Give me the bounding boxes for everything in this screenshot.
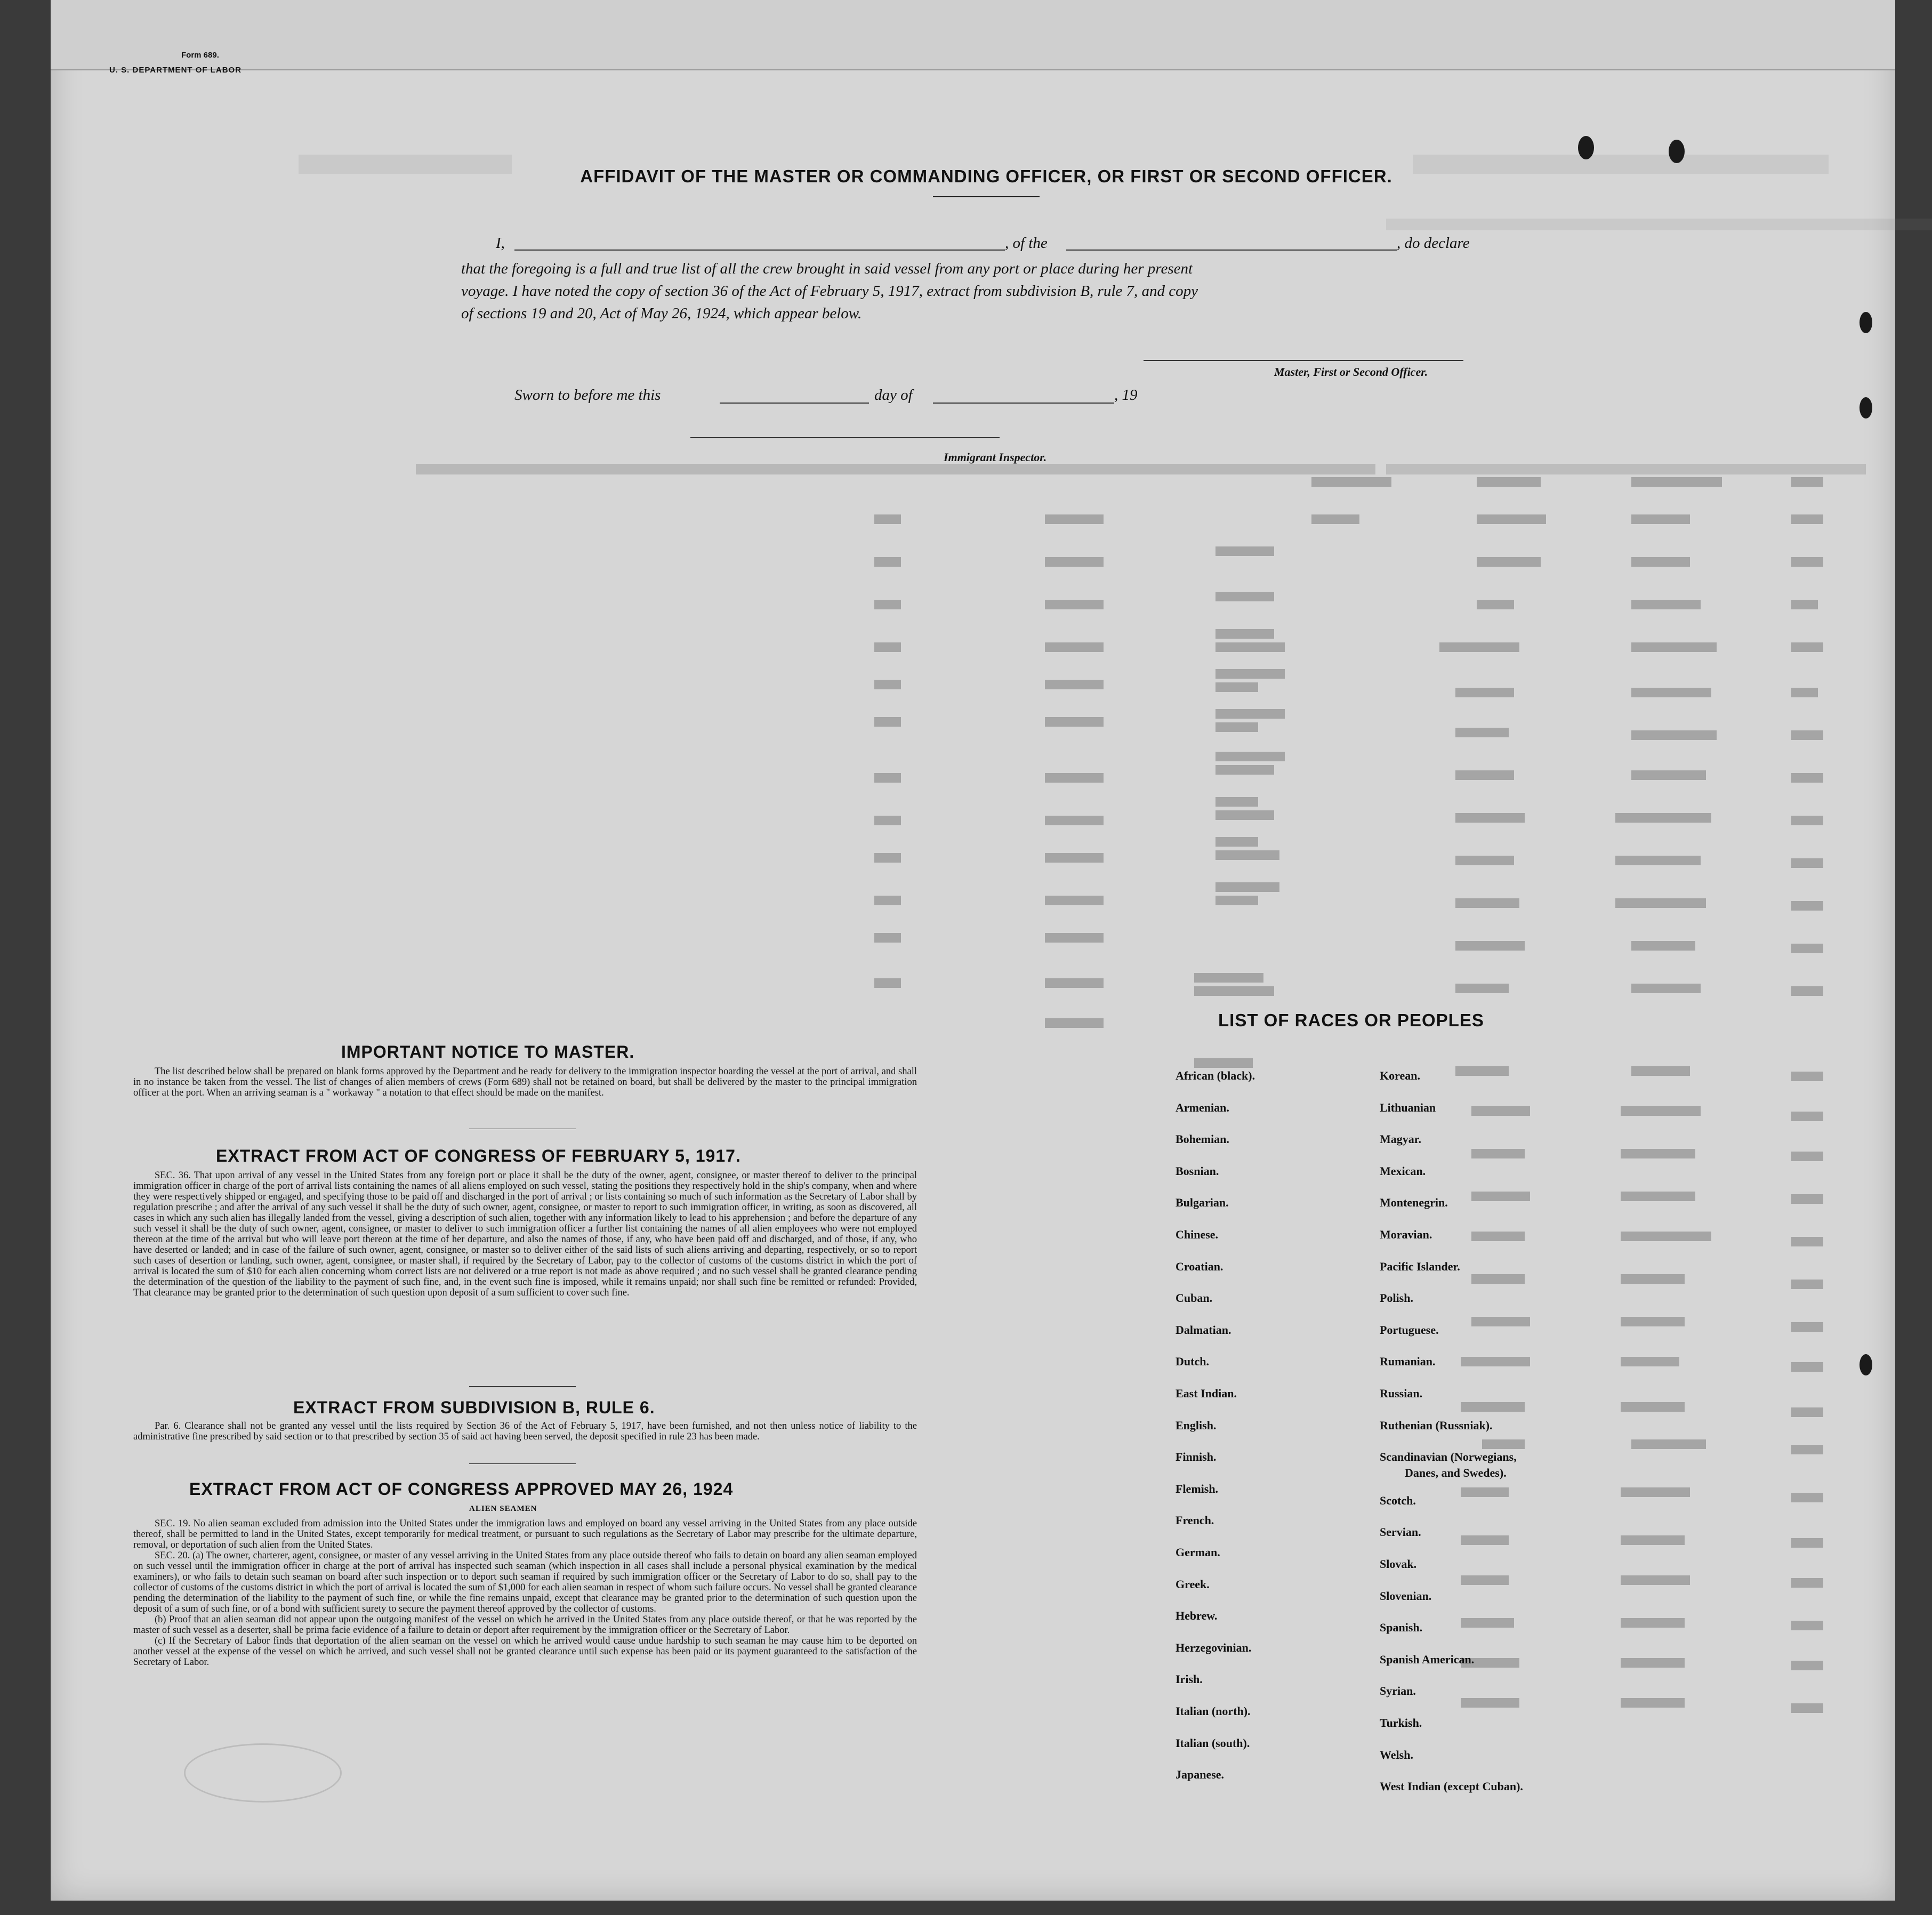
department-label: U. S. DEPARTMENT OF LABOR <box>109 66 242 75</box>
title-underline <box>933 196 1040 197</box>
extract-1924-title: EXTRACT FROM ACT OF CONGRESS APPROVED MAY 26, 1924 <box>189 1479 734 1499</box>
race-item: Hebrew. <box>1176 1609 1218 1622</box>
race-item: Polish. <box>1380 1291 1413 1305</box>
punch-hole <box>1859 397 1872 419</box>
race-item: Lithuanian <box>1380 1101 1436 1114</box>
inspector-signature-line <box>690 437 1000 438</box>
race-item: Italian (south). <box>1176 1736 1250 1750</box>
race-item: German. <box>1176 1546 1220 1559</box>
race-item: Bohemian. <box>1176 1132 1229 1146</box>
race-item: Italian (north). <box>1176 1704 1251 1718</box>
affidavit-i: I, <box>496 235 505 252</box>
rule6-title: EXTRACT FROM SUBDIVISION B, RULE 6. <box>293 1398 655 1417</box>
sec19-text: SEC. 19. No alien seaman excluded from admission into the United States under the immigration laws and employed on board any vessel arriving in the United States from any place outside thereof, shall be permitted to land in the United States, except temporarily for medical treatment, or pursuant to such regulations as the Secretary of Labor may prescribe for the ultimate departure, removal, or deportation of such alien from the United States. <box>133 1518 917 1550</box>
race-item: Magyar. <box>1380 1132 1422 1146</box>
faded-stamp <box>184 1743 342 1803</box>
punch-hole <box>1859 312 1872 333</box>
rule6-text: Par. 6. Clearance shall not be granted any vessel until the lists required by Section 36 of the Act of February 5, 1917, have been furnished, and not then unless notice of liability to the administrative fine prescribed by said section or to that prescribed by section 35 of said act having been served, the deposit specified in rule 23 has been made. <box>133 1421 917 1442</box>
important-notice-title: IMPORTANT NOTICE TO MASTER. <box>341 1042 635 1061</box>
affidavit-line-3: voyage. I have noted the copy of section 36 of the Act of February 5, 1917, extract from subdivision B, rule 7, and copy <box>461 283 1198 300</box>
race-item: English. <box>1176 1419 1217 1432</box>
master-signature-line <box>1144 360 1463 361</box>
inspector-caption: Immigrant Inspector. <box>944 450 1047 464</box>
race-item: Ruthenian (Russniak). <box>1380 1419 1493 1432</box>
sworn-day-blank <box>720 403 869 404</box>
important-notice-body <box>133 1066 917 1098</box>
sec20a-text: SEC. 20. (a) The owner, charterer, agent, consignee, or master of any vessel arriving in the United States from any place outside thereof who fails to detain on board any alien seaman employed on such vessel until the immigration officer in charge at the port of arrival has inspected such seaman (which inspection in all cases shall include a personal physical examination by the medical examiners), or who fails to detain such seaman on board after such inspection or to deport such seaman if required by such immigration officer or the Secretary of Labor to do so, shall pay to the collector of customs of the customs district in which the port of arrival is located the sum of $1,000 for each alien seaman in respect of whom such failure occurs. No vessel shall be granted clearance pending the determination of the liability to the payment of such fine, or while the fine remains unpaid, except that clearance may be granted prior to the determination of such question upon the deposit of a sum of such fine, or of a bond with sufficient surety to secure the payment thereof approved by the collector of customs. <box>133 1550 917 1614</box>
race-item: Dutch. <box>1176 1355 1209 1368</box>
extract-1917-title: EXTRACT FROM ACT OF CONGRESS OF FEBRUARY 5, 1917. <box>216 1146 741 1165</box>
divider <box>469 1463 576 1464</box>
punch-hole <box>1578 136 1594 159</box>
race-item: Finnish. <box>1176 1450 1217 1463</box>
race-item: Armenian. <box>1176 1101 1229 1114</box>
race-item: Portuguese. <box>1380 1323 1439 1337</box>
race-item: Irish. <box>1176 1672 1203 1686</box>
extract-1917-text: SEC. 36. That upon arrival of any vessel in the United States from any foreign port or place it shall be the duty of the owner, agent, consignee, or master thereof to deliver to the principal immigration officer in charge of the port of arrival lists containing the names of all aliens employed on such vessel, stating the positions they respectively hold in the ship's company, when and where they were respectively shipped or engaged, and specifying those to be paid off and discharged in the port of arrival ; or lists containing so much of such information as the Secretary of Labor shall by regulation prescribe ; and after the arrival of any such vessel it shall be the duty of such owner, agent, consignee, or master to report to such immigration officer, in writing, as soon as discovered, all cases in which any such alien has illegally landed from the vessel, giving a description of such alien, together with any information likely to lead to his apprehension ; and before the departure of any such vessel it shall be the duty of such owner, agent, consignee, or master to deliver to such immigration officer a further list containing the names of all alien employees who were not employed thereon at the time of the arrival but who will leave port thereon at the time of her departure, and also the names of those, if any, who have been paid off and discharged, and of those, if any, who have deserted or landed; and in case of the failure of such owner, agent, consignee, or master so to deliver either of the said lists of such aliens arriving and departing, respectively, or so to report such cases of desertion or landing, such owner, agent, consignee, or master shall, if required by the Secretary of Labor, pay to the collector of customs of the customs district in which the port of arrival is located the sum of $10 for each alien concerning whom correct lists are not delivered or a true report is not made as above required ; and no such vessel shall be granted clearance pending the determination of the question of the liability to the payment of such fine, and, in the event such fine is imposed, while it remains unpaid; nor shall such fine be remitted or refunded: Provided, That clearance may be granted prior to the determination of such question upon deposit of a sum sufficient to cover such fine. <box>133 1170 917 1298</box>
race-item: Spanish American. <box>1380 1653 1475 1666</box>
punch-hole <box>1859 1354 1872 1375</box>
name-blank <box>514 250 1005 251</box>
race-item: Welsh. <box>1380 1748 1413 1761</box>
sworn-day-of: day of <box>874 387 913 404</box>
race-item: Cuban. <box>1176 1291 1213 1305</box>
race-item: Moravian. <box>1380 1228 1432 1241</box>
race-item: Scandinavian (Norwegians, <box>1380 1450 1517 1463</box>
affidavit-line-2: that the foregoing is a full and true list of all the crew brought in said vessel from any port or place during her present <box>461 260 1193 277</box>
sec20c-text: (c) If the Secretary of Labor finds that deportation of the alien seaman on the vessel on which he arrived would cause undue hardship to such seaman he may cause him to be deported on another vessel at the expense of the vessel on which he arrived, and such vessel shall not be granted clearance until such expense has been paid or its payment guaranteed to the satisfaction of the Secretary of Labor. <box>133 1636 917 1668</box>
alien-seamen-subtitle: ALIEN SEAMEN <box>469 1504 537 1513</box>
vessel-blank <box>1066 250 1397 251</box>
race-item: Dalmatian. <box>1176 1323 1231 1337</box>
master-signature-caption: Master, First or Second Officer. <box>1274 365 1428 379</box>
race-item: Korean. <box>1380 1069 1420 1082</box>
race-item: African (black). <box>1176 1069 1255 1082</box>
divider <box>469 1386 576 1387</box>
sworn-month-blank <box>933 403 1114 404</box>
race-item: Flemish. <box>1176 1482 1219 1495</box>
race-item: Scotch. <box>1380 1494 1416 1507</box>
race-scandinavian-continued: Danes, and Swedes). <box>1405 1466 1507 1479</box>
affidavit-of-the: , of the <box>1005 235 1048 252</box>
sworn-prefix: Sworn to before me this <box>514 387 661 404</box>
affidavit-line-4: of sections 19 and 20, Act of May 26, 1924, which appear below. <box>461 305 862 322</box>
affidavit-declare: , do declare <box>1397 235 1470 252</box>
race-item: Rumanian. <box>1380 1355 1436 1368</box>
race-item: Japanese. <box>1176 1768 1225 1781</box>
race-item: Pacific Islander. <box>1380 1260 1460 1273</box>
race-item: Montenegrin. <box>1380 1196 1448 1209</box>
race-item: Bulgarian. <box>1176 1196 1229 1209</box>
race-item: Slovak. <box>1380 1557 1417 1571</box>
race-item: Bosnian. <box>1176 1164 1219 1178</box>
extract-1917-body <box>133 1170 917 1298</box>
race-item: Mexican. <box>1380 1164 1426 1178</box>
important-notice-text: The list described below shall be prepared on blank forms approved by the Department and be ready for delivery to the immigration inspector boarding the vessel at the port of arrival, and shall in no instance be taken from the vessel. The list of changes of alien members of crews (Form 689) shall not be retained on board, but shall be delivered by the master to the principal immigration officer at the port. When an arriving seaman is a " workaway " a notation to that effect should be made on the manifest. <box>133 1066 917 1098</box>
extract-1924-body <box>133 1518 917 1668</box>
sec20b-text: (b) Proof that an alien seaman did not appear upon the outgoing manifest of the vessel on which he arrived in the United States from any place outside thereof, or that he was reported by the master of such vessel as a deserter, shall be prima facie evidence of a failure to detain or deport after requirement by the immigration officer or the Secretary of Labor. <box>133 1614 917 1636</box>
race-item: French. <box>1176 1514 1214 1527</box>
race-item: Turkish. <box>1380 1716 1422 1729</box>
race-item: West Indian (except Cuban). <box>1380 1780 1523 1793</box>
sworn-year: , 19 <box>1114 387 1138 404</box>
race-item: Herzegovinian. <box>1176 1641 1252 1654</box>
race-item: Chinese. <box>1176 1228 1219 1241</box>
races-title: LIST OF RACES OR PEOPLES <box>1218 1010 1484 1030</box>
rule6-body <box>133 1421 917 1442</box>
race-item: Servian. <box>1380 1525 1421 1539</box>
race-item: Slovenian. <box>1380 1589 1432 1603</box>
race-item: Croatian. <box>1176 1260 1223 1273</box>
form-number: Form 689. <box>181 51 219 60</box>
punch-hole <box>1669 140 1685 163</box>
race-item: East Indian. <box>1176 1387 1237 1400</box>
affidavit-title: AFFIDAVIT OF THE MASTER OR COMMANDING OFFICER, OR FIRST OR SECOND OFFICER. <box>580 166 1392 186</box>
race-item: Spanish. <box>1380 1621 1423 1634</box>
race-item: Syrian. <box>1380 1684 1416 1697</box>
race-item: Greek. <box>1176 1578 1210 1591</box>
race-item: Russian. <box>1380 1387 1423 1400</box>
